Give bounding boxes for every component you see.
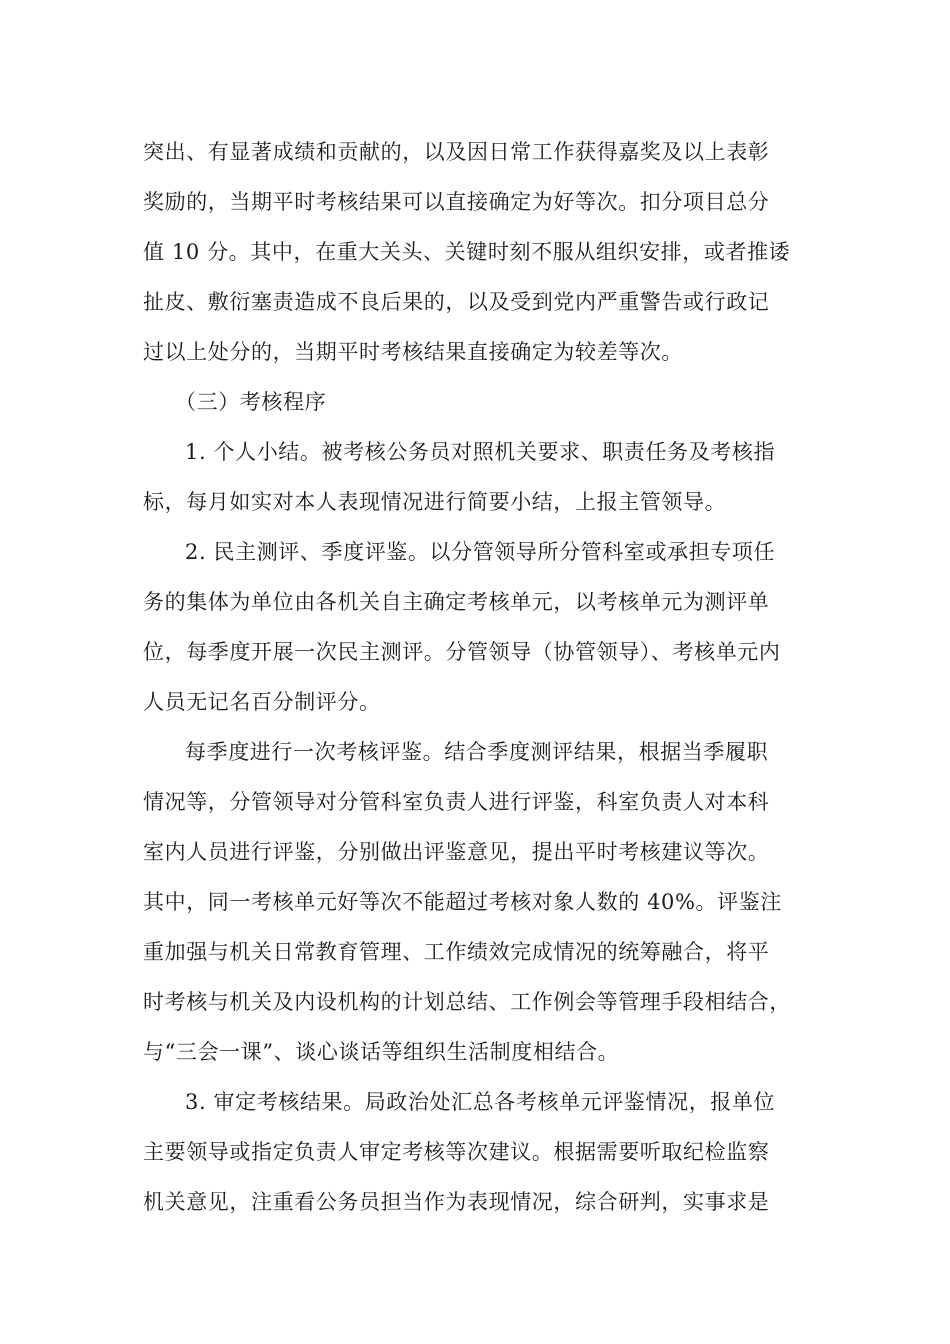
body-text-line: 主要领导或指定负责人审定考核等次建议。根据需要听取纪检监察 — [143, 1140, 770, 1164]
body-text-line: 务的集体为单位由各机关自主确定考核单元，以考核单元为测评单 — [143, 590, 770, 614]
section-heading: （三）考核程序 — [175, 390, 327, 414]
body-text-line: 位，每季度开展一次民主测评。分管领导（协管领导）、考核单元内 — [143, 640, 781, 664]
body-text-line: 人员无记名百分制评分。 — [143, 690, 381, 714]
body-text-line: 3. 审定考核结果。局政治处汇总各考核单元评鉴情况，报单位 — [185, 1090, 776, 1114]
body-text-line: 时考核与机关及内设机构的计划总结、工作例会等管理手段相结合， — [143, 990, 791, 1014]
body-text-line: 机关意见，注重看公务员担当作为表现情况，综合研判，实事求是 — [143, 1190, 770, 1214]
body-text-line: 与“三会一课”、谈心谈话等组织生活制度相结合。 — [143, 1040, 620, 1064]
body-text-line: 2. 民主测评、季度评鉴。以分管领导所分管科室或承担专项任 — [185, 540, 776, 564]
body-text-line: 其中，同一考核单元好等次不能超过考核对象人数的 40%。评鉴注 — [143, 890, 782, 914]
body-text-line: 情况等，分管领导对分管科室负责人进行评鉴，科室负责人对本科 — [143, 790, 770, 814]
body-text-line: 奖励的，当期平时考核结果可以直接确定为好等次。扣分项目总分 — [143, 190, 770, 214]
body-text-line: 重加强与机关日常教育管理、工作绩效完成情况的统筹融合，将平 — [143, 940, 770, 964]
body-text-line: 室内人员进行评鉴，分别做出评鉴意见，提出平时考核建议等次。 — [143, 840, 770, 864]
body-text-line: 突出、有显著成绩和贡献的，以及因日常工作获得嘉奖及以上表彰 — [143, 140, 770, 164]
body-text-line: 扯皮、敷衍塞责造成不良后果的，以及受到党内严重警告或行政记 — [143, 290, 770, 314]
body-text-line: 过以上处分的，当期平时考核结果直接确定为较差等次。 — [143, 340, 683, 364]
body-text-line: 1. 个人小结。被考核公务员对照机关要求、职责任务及考核指 — [185, 440, 776, 464]
body-text-line: 标，每月如实对本人表现情况进行简要小结，上报主管领导。 — [143, 490, 727, 514]
body-text-line: 值 10 分。其中，在重大关头、关键时刻不服从组织安排，或者推诿 — [143, 240, 791, 264]
body-text-line: 每季度进行一次考核评鉴。结合季度测评结果，根据当季履职 — [185, 740, 769, 764]
